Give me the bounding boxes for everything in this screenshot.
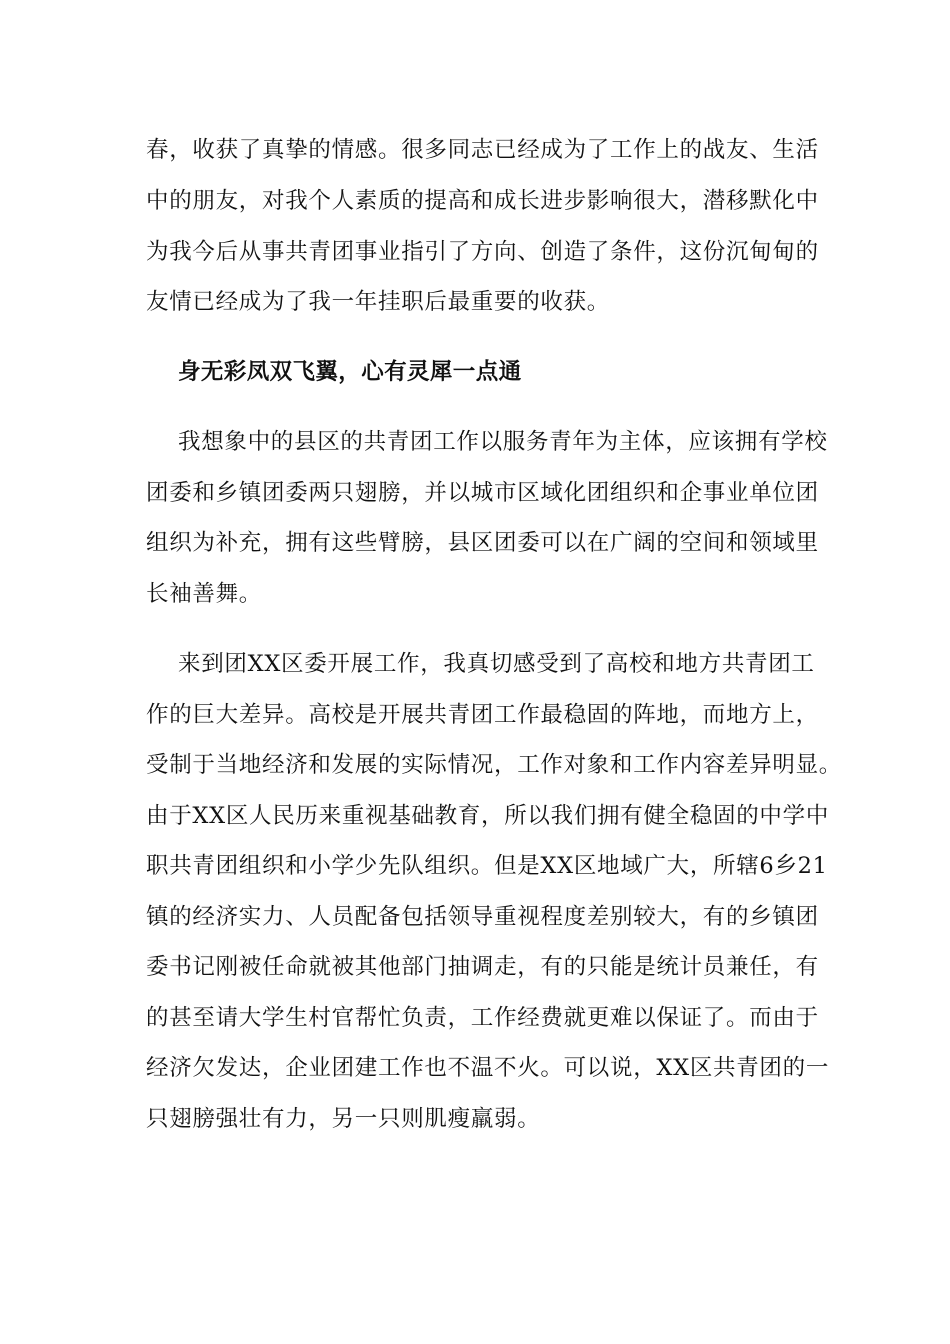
paragraph-line: 长袖善舞。 <box>146 581 263 607</box>
paragraph-line: 友情已经成为了我一年挂职后最重要的收获。 <box>146 289 611 315</box>
paragraph-line: 经济欠发达，企业团建工作也不温不火。可以说，XX区共青团的一 <box>146 1055 830 1081</box>
paragraph-line: 只翅膀强壮有力，另一只则肌瘦羸弱。 <box>146 1106 541 1132</box>
paragraph-line: 受制于当地经济和发展的实际情况，工作对象和工作内容差异明显。 <box>146 752 843 778</box>
paragraph-line: 职共青团组织和小学少先队组织。但是XX区地域广大，所辖6乡21 <box>146 853 828 879</box>
paragraph-line: 组织为补充，拥有这些臂膀，县区团委可以在广阔的空间和领域里 <box>146 530 819 556</box>
paragraph-line: 我想象中的县区的共青团工作以服务青年为主体，应该拥有学校 <box>178 429 828 455</box>
paragraph-line: 由于XX区人民历来重视基础教育，所以我们拥有健全稳固的中学中 <box>146 803 830 829</box>
paragraph-line: 镇的经济实力、人员配备包括领导重视程度差别较大，有的乡镇团 <box>146 904 819 930</box>
paragraph-line: 来到团XX区委开展工作，我真切感受到了高校和地方共青团工 <box>178 651 815 677</box>
paragraph-line: 的甚至请大学生村官帮忙负责，工作经费就更难以保证了。而由于 <box>146 1005 819 1031</box>
paragraph-line: 团委和乡镇团委两只翅膀，并以城市区域化团组织和企事业单位团 <box>146 480 819 506</box>
paragraph-line: 为我今后从事共青团事业指引了方向、创造了条件，这份沉甸甸的 <box>146 239 819 265</box>
paragraph-line: 春，收获了真挚的情感。很多同志已经成为了工作上的战友、生活 <box>146 137 819 163</box>
paragraph-line: 委书记刚被任命就被其他部门抽调走，有的只能是统计员兼任，有 <box>146 954 819 980</box>
paragraph-line: 作的巨大差异。高校是开展共青团工作最稳固的阵地，而地方上， <box>146 702 819 728</box>
paragraph-line: 中的朋友，对我个人素质的提高和成长进步影响很大，潜移默化中 <box>146 188 819 214</box>
section-heading: 身无彩凤双飞翼，心有灵犀一点通 <box>178 359 522 385</box>
